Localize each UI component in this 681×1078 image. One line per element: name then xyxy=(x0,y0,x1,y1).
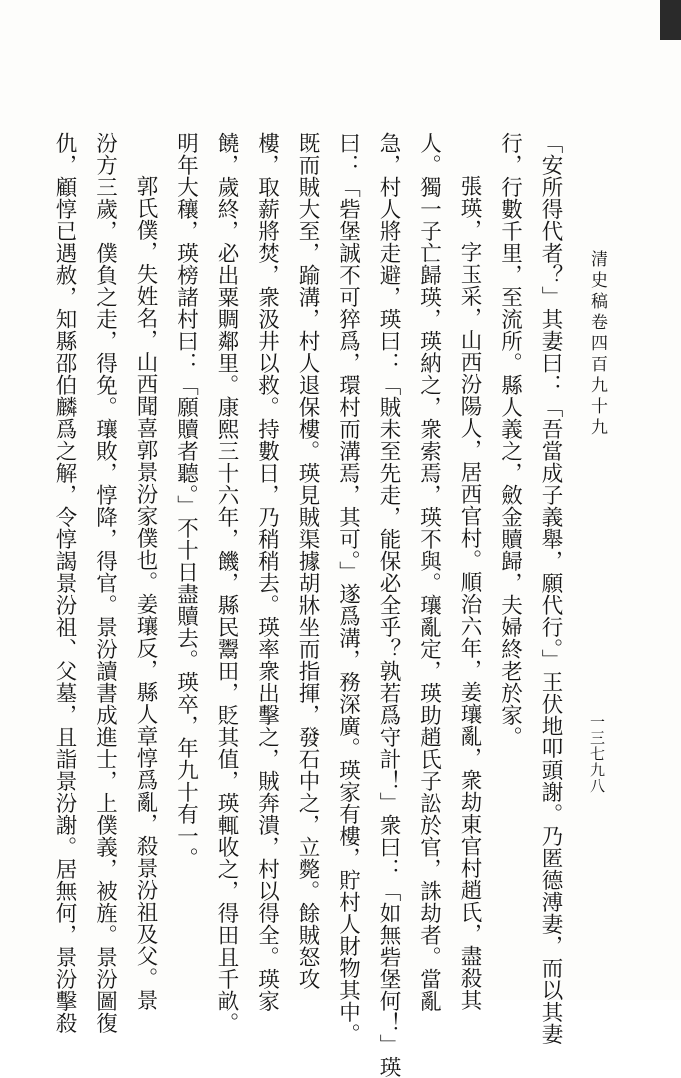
text-column: 樓，取薪將焚，衆汲井以救。持數日，乃稍稍去。瑛率衆出擊之，賊奔潰，村以得全。瑛家 xyxy=(254,132,280,1012)
text-column: 「安所得代者？」其妻曰：「吾當成子義舉，願代行。」王伏地叩頭謝。乃匿德溥妻，而以其妻 xyxy=(538,132,563,1046)
text-column: 明年大穰，瑛榜諸村曰：「願贖者聽。」不十日盡贖去。瑛卒，年九十有一。 xyxy=(173,132,199,870)
text-column: 張瑛，字玉采，山西汾陽人，居西官村。順治六年，姜瓖亂，衆劫東官村趙氏，盡殺其 xyxy=(457,175,482,1011)
text-column: 仇，顧惇已遇赦，知縣邵伯麟爲之解，令惇謁景汾祖、父墓，且詣景汾謝。居無何，景汾擊殺 xyxy=(52,132,77,1034)
text-column: 曰：「砦堡誠不可猝爲，環村而溝焉，其可。」遂爲溝，務深廣。瑛家有樓，貯村人財物其中。 xyxy=(335,132,361,1046)
classical-chinese-text xyxy=(52,132,570,1078)
text-column: 既而賊大至，踰溝，村人退保樓。瑛見賊渠據胡牀坐而指揮，發石中之，立斃。餘賊怒攻 xyxy=(295,132,320,990)
page-number: 一三七九八 xyxy=(588,714,606,794)
text-column: 饒，歲終，必出粟賙鄰里。康熙三十六年，饑，縣民鬻田，貶其值，瑛輒收之，得田且千畝。 xyxy=(214,132,239,1034)
running-header: 清史稿卷四百九十九 xyxy=(587,250,607,439)
text-column: 人。獨一子亡歸瑛，瑛納之，衆索焉，瑛不與。瓖亂定，瑛助趙氏子訟於官，誅劫者。當亂 xyxy=(416,132,442,1012)
text-column: 行，行數千里，至流所。縣人義之，斂金贖歸，夫婦終老於家。 xyxy=(497,132,523,748)
text-column: 急，村人將走避，瑛曰：「賊未至先走，能保必全乎？孰若爲守計！」衆曰：「如無砦堡何！」瑛 xyxy=(376,132,401,1078)
text-column: 汾方三歲，僕負之走，得免。瓖敗，惇降，得官。景汾讀書成進士，上僕義，被旌。景汾圖復 xyxy=(92,132,118,1034)
scan-edge-mark xyxy=(660,0,681,40)
text-column: 郭氏僕，失姓名，山西聞喜郭景汾家僕也。姜瓖反，縣人章惇爲亂，殺景汾祖及父。景 xyxy=(133,175,158,1011)
